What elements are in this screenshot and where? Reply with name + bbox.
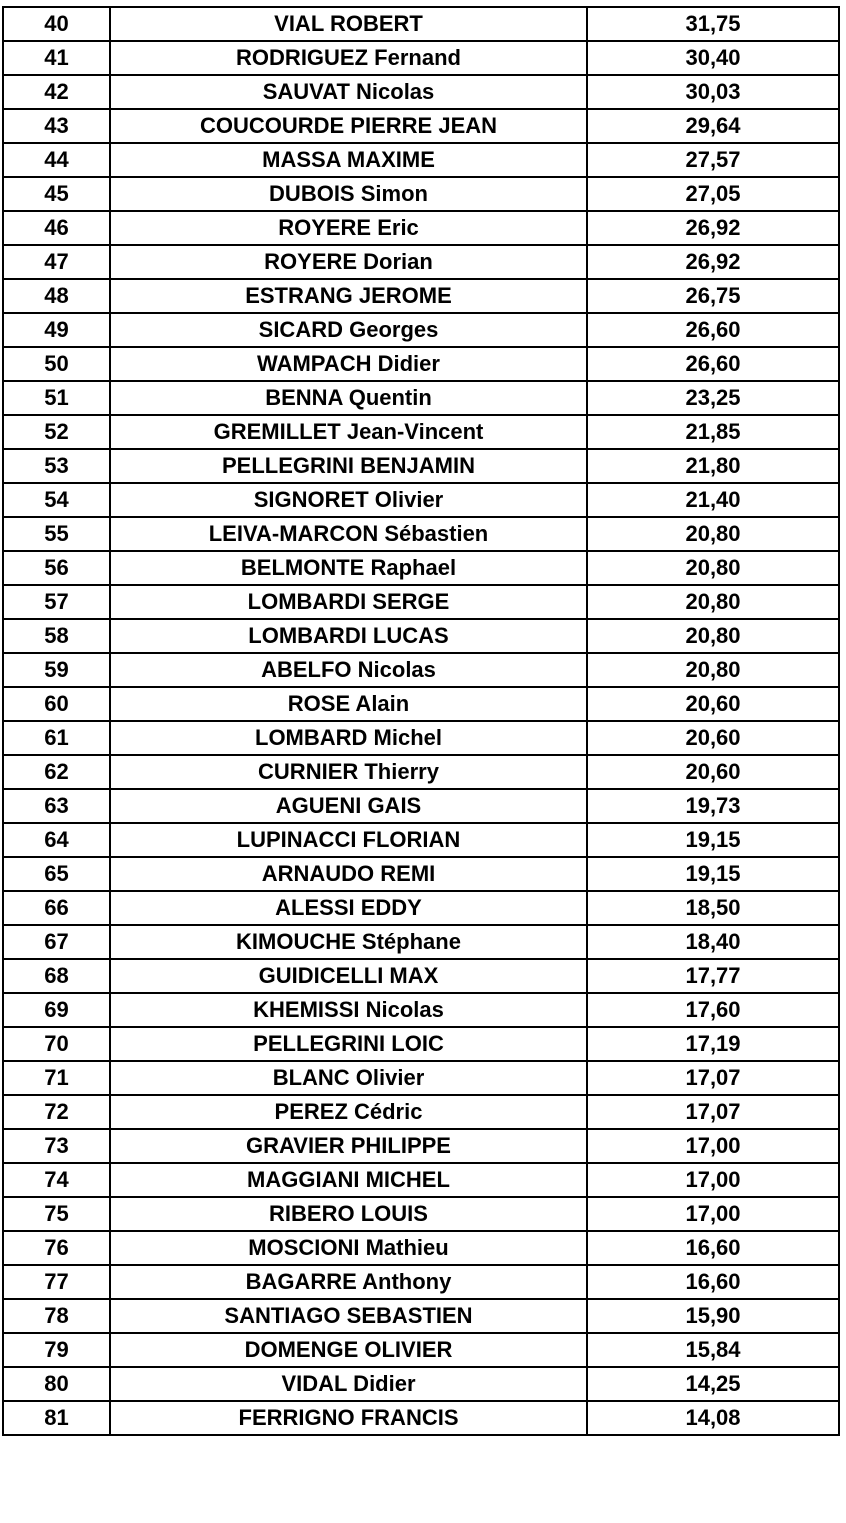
- rank-cell: 47: [3, 245, 110, 279]
- rank-cell: 44: [3, 143, 110, 177]
- rank-cell: 73: [3, 1129, 110, 1163]
- score-cell: 18,40: [587, 925, 839, 959]
- player-name-cell: VIDAL Didier: [110, 1367, 587, 1401]
- player-name-cell: CURNIER Thierry: [110, 755, 587, 789]
- table-row: [3, 1163, 839, 1197]
- table-row: [3, 415, 839, 449]
- table-row: [3, 313, 839, 347]
- table-row: [3, 449, 839, 483]
- rank-cell: 69: [3, 993, 110, 1027]
- score-cell: 20,80: [587, 653, 839, 687]
- score-cell: 17,00: [587, 1197, 839, 1231]
- score-cell: 26,92: [587, 211, 839, 245]
- player-name-cell: LOMBARDI LUCAS: [110, 619, 587, 653]
- score-cell: 17,07: [587, 1061, 839, 1095]
- rank-cell: 74: [3, 1163, 110, 1197]
- player-name-cell: WAMPACH Didier: [110, 347, 587, 381]
- table-row: [3, 925, 839, 959]
- rank-cell: 58: [3, 619, 110, 653]
- player-name-cell: LOMBARDI SERGE: [110, 585, 587, 619]
- player-name-cell: MOSCIONI Mathieu: [110, 1231, 587, 1265]
- table-row: [3, 959, 839, 993]
- rank-cell: 62: [3, 755, 110, 789]
- score-cell: 23,25: [587, 381, 839, 415]
- rank-cell: 80: [3, 1367, 110, 1401]
- table-row: [3, 789, 839, 823]
- player-name-cell: SAUVAT Nicolas: [110, 75, 587, 109]
- score-cell: 26,60: [587, 313, 839, 347]
- rank-cell: 49: [3, 313, 110, 347]
- table-row: [3, 585, 839, 619]
- player-name-cell: AGUENI GAIS: [110, 789, 587, 823]
- player-name-cell: BAGARRE Anthony: [110, 1265, 587, 1299]
- player-name-cell: BLANC Olivier: [110, 1061, 587, 1095]
- player-name-cell: ABELFO Nicolas: [110, 653, 587, 687]
- table-row: [3, 483, 839, 517]
- player-name-cell: BELMONTE Raphael: [110, 551, 587, 585]
- table-row: [3, 1129, 839, 1163]
- rank-cell: 64: [3, 823, 110, 857]
- player-name-cell: KIMOUCHE Stéphane: [110, 925, 587, 959]
- rank-cell: 78: [3, 1299, 110, 1333]
- player-name-cell: ROYERE Eric: [110, 211, 587, 245]
- score-cell: 20,80: [587, 551, 839, 585]
- ranking-table-body: [3, 7, 839, 1435]
- table-row: [3, 993, 839, 1027]
- table-row: [3, 109, 839, 143]
- player-name-cell: RIBERO LOUIS: [110, 1197, 587, 1231]
- player-name-cell: SIGNORET Olivier: [110, 483, 587, 517]
- score-cell: 17,00: [587, 1129, 839, 1163]
- player-name-cell: GRAVIER PHILIPPE: [110, 1129, 587, 1163]
- rank-cell: 68: [3, 959, 110, 993]
- score-cell: 30,40: [587, 41, 839, 75]
- rank-cell: 61: [3, 721, 110, 755]
- player-name-cell: SANTIAGO SEBASTIEN: [110, 1299, 587, 1333]
- table-row: [3, 891, 839, 925]
- score-cell: 21,85: [587, 415, 839, 449]
- player-name-cell: ESTRANG JEROME: [110, 279, 587, 313]
- player-name-cell: RODRIGUEZ Fernand: [110, 41, 587, 75]
- table-row: [3, 41, 839, 75]
- table-row: [3, 1265, 839, 1299]
- score-cell: 14,08: [587, 1401, 839, 1435]
- score-cell: 17,60: [587, 993, 839, 1027]
- rank-cell: 65: [3, 857, 110, 891]
- table-row: [3, 177, 839, 211]
- score-cell: 15,90: [587, 1299, 839, 1333]
- score-cell: 17,19: [587, 1027, 839, 1061]
- score-cell: 17,77: [587, 959, 839, 993]
- table-row: [3, 7, 839, 41]
- table-row: [3, 75, 839, 109]
- score-cell: 16,60: [587, 1265, 839, 1299]
- player-name-cell: KHEMISSI Nicolas: [110, 993, 587, 1027]
- score-cell: 26,60: [587, 347, 839, 381]
- player-name-cell: VIAL ROBERT: [110, 7, 587, 41]
- score-cell: 19,15: [587, 823, 839, 857]
- table-row: [3, 1095, 839, 1129]
- table-row: [3, 211, 839, 245]
- score-cell: 31,75: [587, 7, 839, 41]
- player-name-cell: MASSA MAXIME: [110, 143, 587, 177]
- score-cell: 20,80: [587, 619, 839, 653]
- table-row: [3, 687, 839, 721]
- table-row: [3, 755, 839, 789]
- rank-cell: 57: [3, 585, 110, 619]
- table-row: [3, 381, 839, 415]
- table-row: [3, 1197, 839, 1231]
- player-name-cell: LUPINACCI FLORIAN: [110, 823, 587, 857]
- player-name-cell: GREMILLET Jean-Vincent: [110, 415, 587, 449]
- rank-cell: 76: [3, 1231, 110, 1265]
- score-cell: 29,64: [587, 109, 839, 143]
- rank-cell: 75: [3, 1197, 110, 1231]
- score-cell: 19,15: [587, 857, 839, 891]
- rank-cell: 53: [3, 449, 110, 483]
- ranking-table: [2, 6, 840, 1436]
- rank-cell: 45: [3, 177, 110, 211]
- score-cell: 19,73: [587, 789, 839, 823]
- score-cell: 21,80: [587, 449, 839, 483]
- rank-cell: 50: [3, 347, 110, 381]
- player-name-cell: SICARD Georges: [110, 313, 587, 347]
- player-name-cell: LEIVA-MARCON Sébastien: [110, 517, 587, 551]
- rank-cell: 70: [3, 1027, 110, 1061]
- rank-cell: 52: [3, 415, 110, 449]
- score-cell: 26,92: [587, 245, 839, 279]
- table-row: [3, 1333, 839, 1367]
- score-cell: 21,40: [587, 483, 839, 517]
- rank-cell: 67: [3, 925, 110, 959]
- rank-cell: 55: [3, 517, 110, 551]
- player-name-cell: ARNAUDO REMI: [110, 857, 587, 891]
- table-row: [3, 1299, 839, 1333]
- table-row: [3, 143, 839, 177]
- score-cell: 30,03: [587, 75, 839, 109]
- table-row: [3, 517, 839, 551]
- player-name-cell: PELLEGRINI BENJAMIN: [110, 449, 587, 483]
- rank-cell: 48: [3, 279, 110, 313]
- rank-cell: 54: [3, 483, 110, 517]
- table-row: [3, 1367, 839, 1401]
- player-name-cell: DUBOIS Simon: [110, 177, 587, 211]
- score-cell: 17,07: [587, 1095, 839, 1129]
- rank-cell: 51: [3, 381, 110, 415]
- rank-cell: 63: [3, 789, 110, 823]
- rank-cell: 71: [3, 1061, 110, 1095]
- table-row: [3, 857, 839, 891]
- score-cell: 20,60: [587, 755, 839, 789]
- rank-cell: 41: [3, 41, 110, 75]
- rank-cell: 72: [3, 1095, 110, 1129]
- table-row: [3, 347, 839, 381]
- table-row: [3, 619, 839, 653]
- player-name-cell: ALESSI EDDY: [110, 891, 587, 925]
- table-row: [3, 1061, 839, 1095]
- table-row: [3, 245, 839, 279]
- player-name-cell: ROSE Alain: [110, 687, 587, 721]
- rank-cell: 66: [3, 891, 110, 925]
- rank-cell: 46: [3, 211, 110, 245]
- rank-cell: 40: [3, 7, 110, 41]
- score-cell: 27,05: [587, 177, 839, 211]
- rank-cell: 79: [3, 1333, 110, 1367]
- table-row: [3, 551, 839, 585]
- rank-cell: 60: [3, 687, 110, 721]
- table-row: [3, 721, 839, 755]
- score-cell: 14,25: [587, 1367, 839, 1401]
- rank-cell: 77: [3, 1265, 110, 1299]
- player-name-cell: FERRIGNO FRANCIS: [110, 1401, 587, 1435]
- player-name-cell: PEREZ Cédric: [110, 1095, 587, 1129]
- rank-cell: 43: [3, 109, 110, 143]
- table-row: [3, 1401, 839, 1435]
- rank-cell: 81: [3, 1401, 110, 1435]
- score-cell: 20,60: [587, 687, 839, 721]
- score-cell: 20,80: [587, 517, 839, 551]
- table-row: [3, 653, 839, 687]
- player-name-cell: LOMBARD Michel: [110, 721, 587, 755]
- score-cell: 20,60: [587, 721, 839, 755]
- score-cell: 26,75: [587, 279, 839, 313]
- player-name-cell: COUCOURDE PIERRE JEAN: [110, 109, 587, 143]
- player-name-cell: MAGGIANI MICHEL: [110, 1163, 587, 1197]
- score-cell: 20,80: [587, 585, 839, 619]
- rank-cell: 59: [3, 653, 110, 687]
- score-cell: 15,84: [587, 1333, 839, 1367]
- player-name-cell: DOMENGE OLIVIER: [110, 1333, 587, 1367]
- player-name-cell: ROYERE Dorian: [110, 245, 587, 279]
- player-name-cell: PELLEGRINI LOIC: [110, 1027, 587, 1061]
- table-row: [3, 1231, 839, 1265]
- score-cell: 18,50: [587, 891, 839, 925]
- rank-cell: 56: [3, 551, 110, 585]
- player-name-cell: GUIDICELLI MAX: [110, 959, 587, 993]
- score-cell: 27,57: [587, 143, 839, 177]
- table-row: [3, 1027, 839, 1061]
- player-name-cell: BENNA Quentin: [110, 381, 587, 415]
- score-cell: 17,00: [587, 1163, 839, 1197]
- table-row: [3, 279, 839, 313]
- table-row: [3, 823, 839, 857]
- rank-cell: 42: [3, 75, 110, 109]
- score-cell: 16,60: [587, 1231, 839, 1265]
